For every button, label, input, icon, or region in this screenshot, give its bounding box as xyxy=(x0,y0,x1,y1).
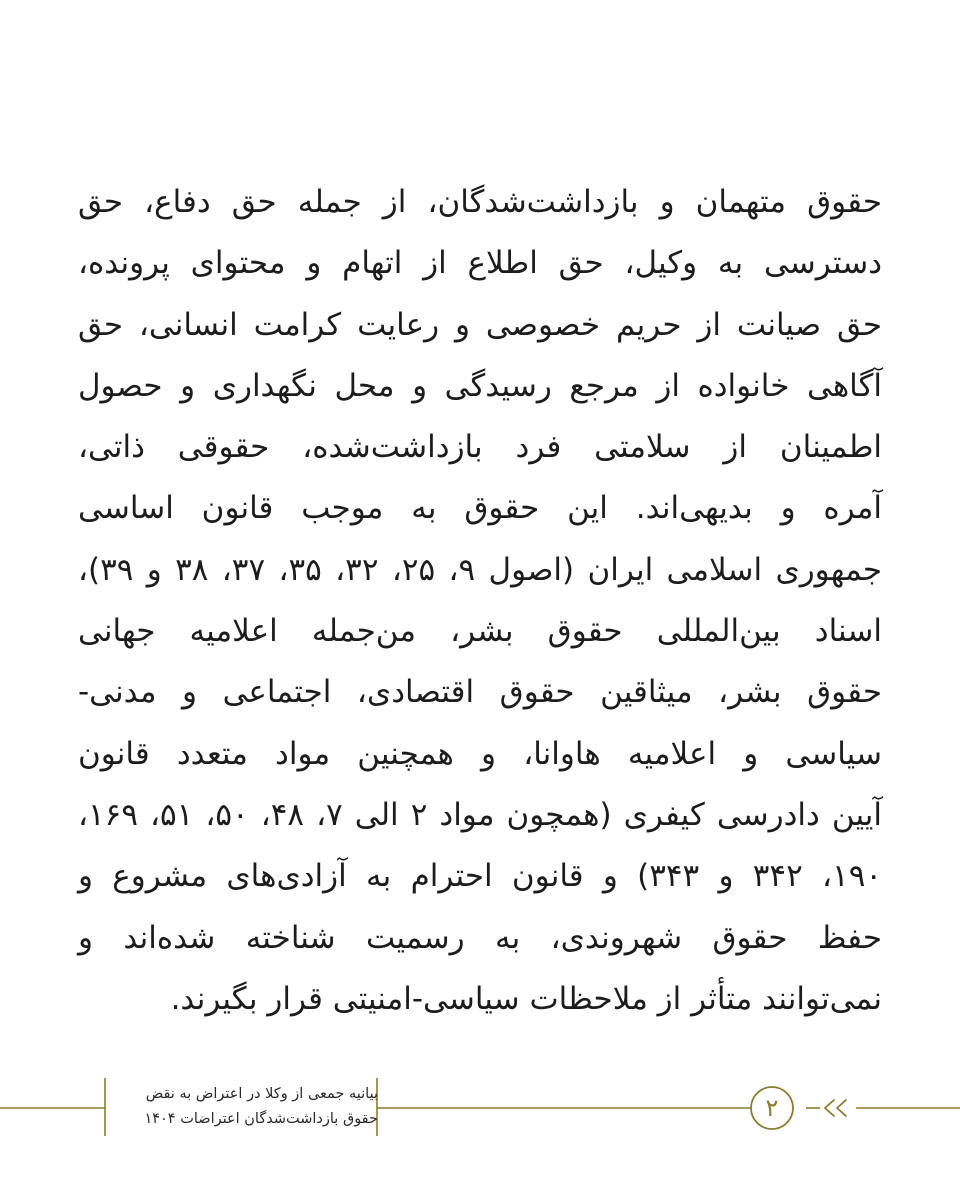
caption-line-2: حقوق بازداشت‌شدگان اعتراضات ۱۴۰۴ xyxy=(144,1111,378,1127)
body-line: ۱۹۰، ۳۴۲ و ۳۴۳) و قانون احترام به آزادی‌های مشروع و xyxy=(78,858,882,895)
footer xyxy=(0,1074,960,1140)
body-line: نمی‌توانند متأثر از ملاحظات سیاسی-امنیتی قرار بگیرند. xyxy=(170,980,882,1017)
double-chevron-left-icon xyxy=(825,1100,846,1116)
body-line: حقوق بشر، میثاقین حقوق اقتصادی، اجتماعی و مدنی- xyxy=(78,674,882,711)
footer-caption xyxy=(118,1082,378,1132)
body-line: دسترسی به وکیل، حق اطلاع از اتهام و محتوای پرونده، xyxy=(78,245,882,282)
body-line: اسناد بین‌المللی حقوق بشر، من‌جمله اعلامیه جهانی xyxy=(78,613,882,650)
body-line: حقوق متهمان و بازداشت‌شدگان، از جمله حق دفاع، حق xyxy=(78,184,882,220)
body-line: حفظ حقوق شهروندی، به رسمیت شناخته شده‌اند و xyxy=(78,919,882,956)
body-line: آگاهی خانواده از مرجع رسیدگی و محل نگهداری و حصول xyxy=(78,367,882,404)
body-line: آیین دادرسی کیفری (همچون مواد ۲ الی ۷، ۴۸، ۵۰، ۵۱، ۱۶۹، xyxy=(78,796,883,833)
body-line: جمهوری اسلامی ایران (اصول ۹، ۲۵، ۳۲، ۳۵، ۳۷، ۳۸ و ۳۹)، xyxy=(78,551,883,588)
body-paragraph xyxy=(78,172,882,1030)
page-number: ۲ xyxy=(765,1094,779,1122)
body-line: سیاسی و اعلامیه هاوانا، و همچنین مواد متعدد قانون xyxy=(78,735,882,772)
body-line: آمره و بدیهی‌اند. این حقوق به موجب قانون اساسی xyxy=(78,490,882,527)
body-line: اطمینان از سلامتی فرد بازداشت‌شده، حقوقی ذاتی، xyxy=(78,429,882,466)
caption-line-1: بیانیه جمعی از وکلا در اعتراض به نقض xyxy=(145,1086,378,1102)
body-line: حق صیانت از حریم خصوصی و رعایت کرامت انسانی، حق xyxy=(78,306,882,343)
